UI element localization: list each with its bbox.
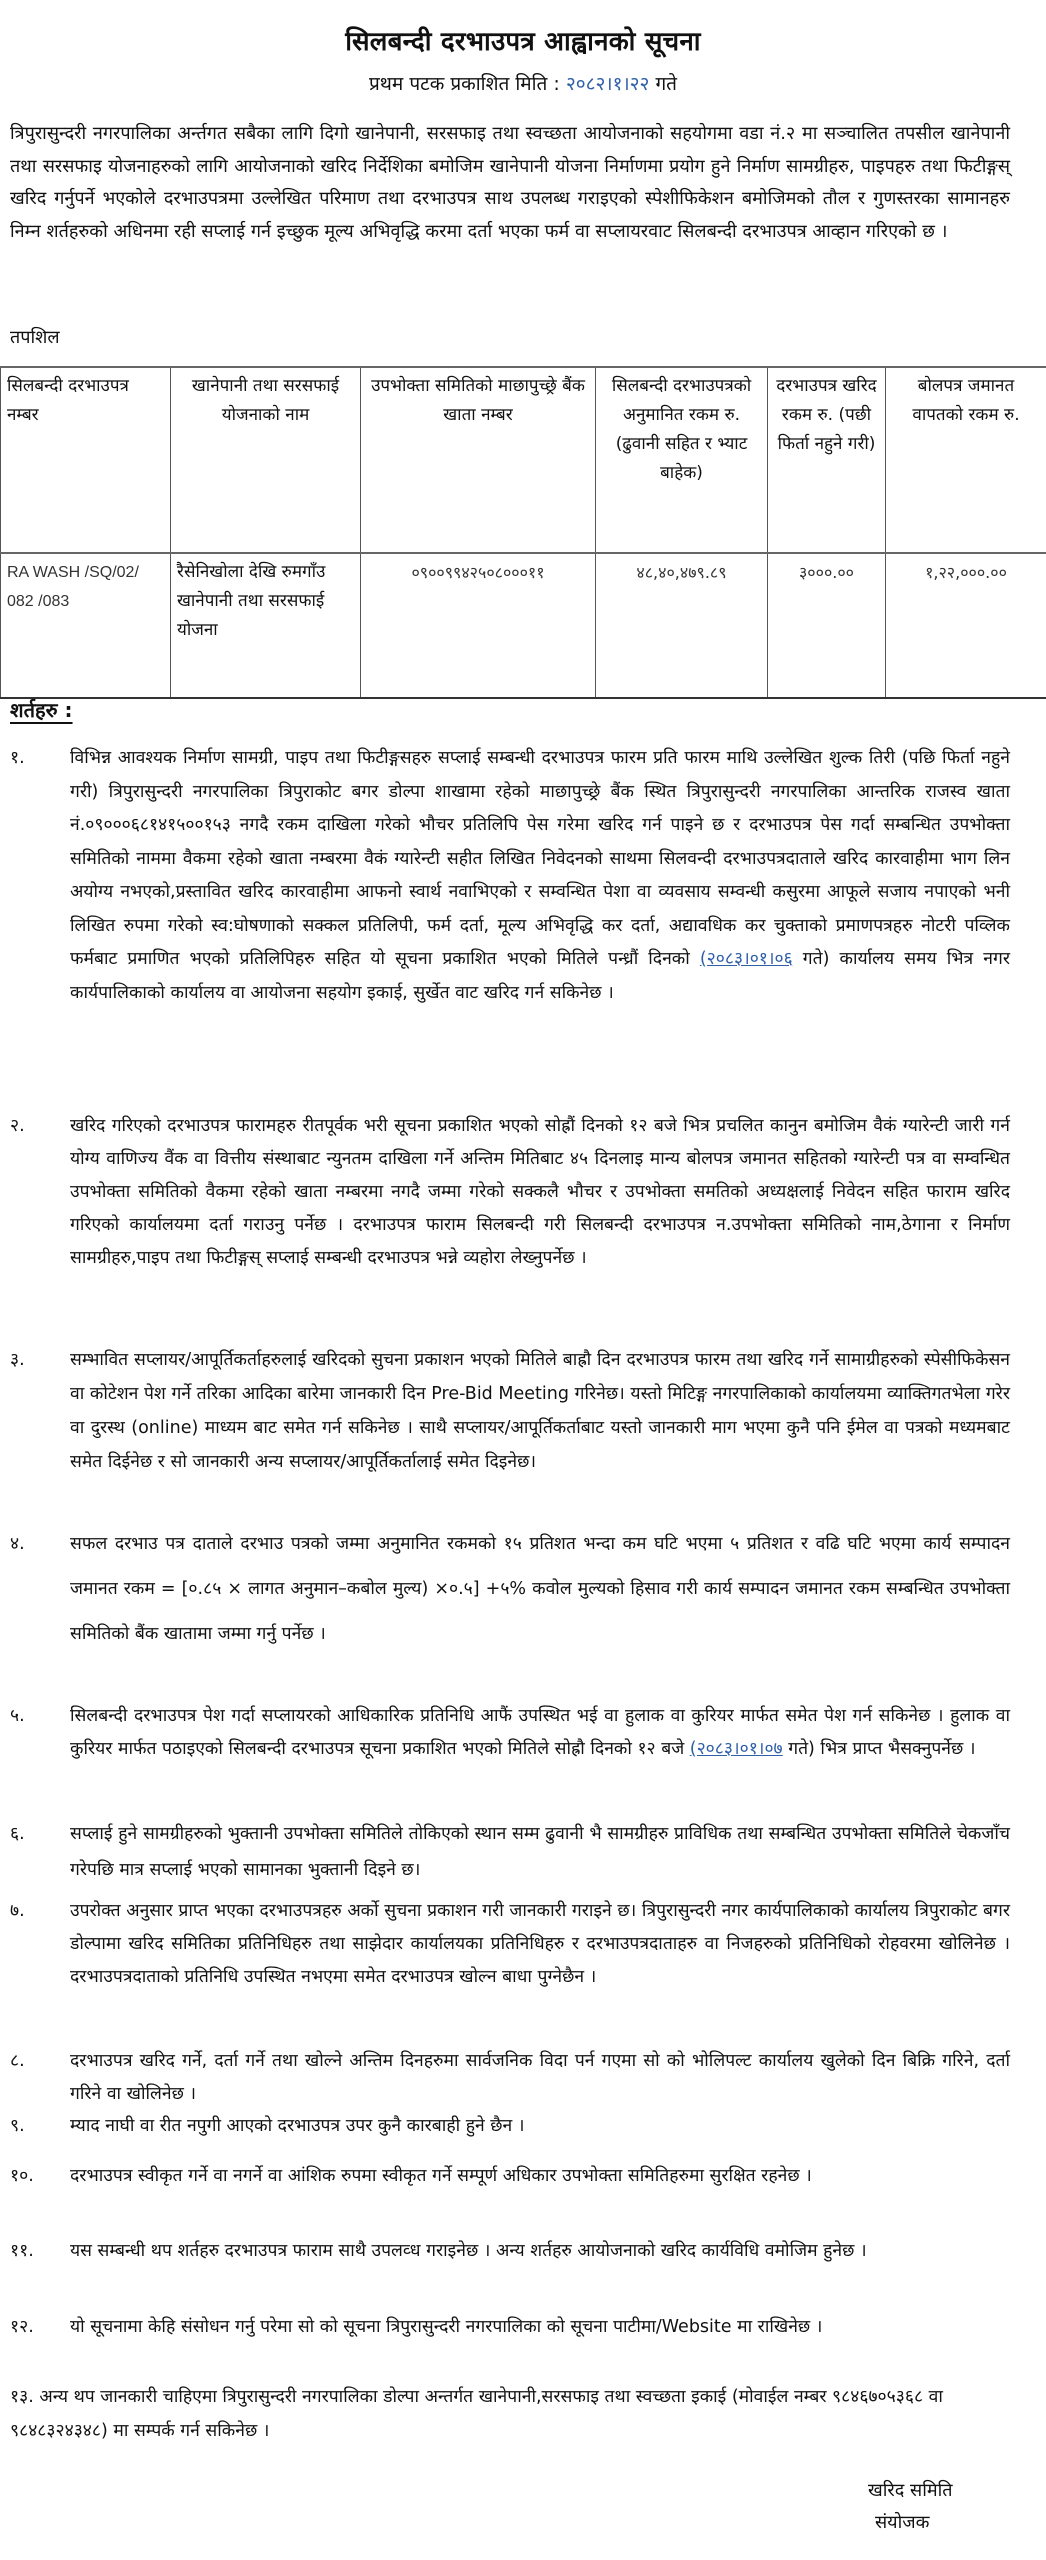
condition-number: ९.: [10, 2116, 25, 2136]
publish-label: प्रथम पटक प्रकाशित मिति :: [368, 73, 566, 95]
cell-account-number: ०९००९९४२५०८०००११: [361, 553, 596, 698]
condition-text: सफल दरभाउ पत्र दाताले दरभाउ पत्रको जम्मा अनुमानित रकमको १५ प्रतिशत भन्दा कम घटि भएमा ५ प्रतिशत र वढि घटि भएमा कार्य सम्पादन जमानत रकम = [०.८५ × लागत अनुमान–कबोल मुल्य) ×०.५] +५% कवोल मुल्यको हिसाव गरी कार्य सम्पादन जमानत रकम सम्बन्धित उपभोक्ता समितिको बैंक खातामा जम्मा गर्नु पर्नेछ ।: [70, 1534, 1010, 1644]
deadline-date-link[interactable]: (२०८३।०१।०७: [689, 1739, 783, 1759]
notice-title: सिलबन्दी दरभाउपत्र आह्वानको सूचना: [345, 27, 701, 57]
condition-text: सिलबन्दी दरभाउपत्र पेश गर्दा सप्लायरको आधिकारिक प्रतिनिधि आफैं उपस्थित भई वा हुलाक वा कुरियर मार्फत समेत पेश गर्न सकिनेछ । हुलाक वा कुरियर मार्फत पठाइएको सिलबन्दी दरभाउपत्र सूचना प्रकाशित भएको मितिले सोह्रौ दिनको १२ बजे: [70, 1706, 1010, 1759]
cell-bid-number: RA WASH /SQ/02/ 082 /083: [1, 553, 171, 698]
condition-item: [10, 2160, 1010, 2193]
condition-text: सप्लाई हुने सामग्रीहरुको भुक्तानी उपभोक्ता समितिले तोकिएको स्थान सम्म ढुवानी भै सामग्रीहरु प्राविधिक तथा सम्बन्धित उपभोक्ता समितिले चेकजाँच गरेपछि मात्र सप्लाई भएको सामानका भुक्तानी दिइने छ।: [70, 1824, 1010, 1880]
col-header-bid-security: बोलपत्र जमानत वापतको रकम रु.: [886, 367, 1046, 553]
condition-number: ५.: [10, 1706, 25, 1726]
condition-text: सम्भावित सप्लायर/आपूर्तिकर्ताहरुलाई खरिदको सुचना प्रकाशन भएको मितिले बाह्रौ दिन दरभाउपत्र फारम तथा खरिद गर्ने सामाग्रीहरुको स्पेसीफिकेसन वा कोटेशन पेश गर्ने तरिका आदिका बारेमा जानकारी दिन Pre-Bid Meeting गरिनेछ। यस्तो मिटिङ्ग नगरपालिकाको कार्यालयमा व्याक्तिगतभेला गरेर वा दुरस्थ (online) माध्यम बाट समेत गर्न सकिनेछ । साथै सप्लायर/आपूर्तिकर्ताबाट यस्तो जानकारी माग भएमा कुनै पनि ईमेल वा पत्रको मध्यमबाट समेत दिईनेछ र सो जानकारी अन्य सप्लायर/आपूर्तिकर्तालाई समेत दिइनेछ।: [70, 1350, 1010, 1472]
col-header-scheme-name: खानेपानी तथा सरसफाई योजनाको नाम: [171, 367, 361, 553]
condition-item: [10, 1816, 1010, 1888]
col-header-bid-number: सिलबन्दी दरभाउपत्र नम्बर: [1, 367, 171, 553]
condition-number: ८.: [10, 2051, 25, 2071]
condition-text-end: गते) भित्र प्राप्त भैसक्नुपर्नेछ ।: [782, 1739, 976, 1759]
condition-text: खरिद गरिएको दरभाउपत्र फारामहरु रीतपूर्वक भरी सूचना प्रकाशित भएको सोह्रौं दिनको १२ बजे भित्र प्रचलित कानुन बमोजिम वैकं ग्यारेन्टी जारी गर्न योग्य वाणिज्य वैंक वा वित्तीय संस्थाबाट न्युनतम दाखिला गर्ने अन्तिम मितिबाट ४५ दिनलाइ मान्य बोलपत्र जमानत सहितको ग्यारेन्टी पत्र वा सम्वन्धित उपभोक्ता समितिको वैकमा रहेको खाता नम्बरमा नगदै जम्मा गरेको सक्कलै भौचर र उपभोक्ता समतिको अध्यक्षलाई निवेदन सहित फाराम खरिद गरिएको कार्यालयमा दर्ता गराउनु पर्नेछ । दरभाउपत्र फाराम सिलबन्दी गरी सिलबन्दी दरभाउपत्र न.उपभोक्ता समितिको नाम,ठेगाना र निर्माण सामग्रीहरु,पाइप तथा फिटीङ्गस् सप्लाई सम्बन्धी दरभाउपत्र भन्ने व्यहोरा लेख्नुपर्नेछ ।: [70, 1116, 1010, 1268]
condition-item: [10, 2110, 1010, 2143]
condition-item: [10, 2235, 1010, 2268]
tapsil-label: तपशिल: [10, 327, 60, 348]
condition-item: [10, 1700, 1010, 1766]
bid-table: [0, 366, 1046, 699]
deadline-date-link[interactable]: (२०८३।०१।०६: [699, 949, 793, 969]
cell-estimated-amount: ४८,४०,४७९.८९: [596, 553, 768, 698]
condition-item: [10, 1895, 1010, 1994]
condition-text: दरभाउपत्र खरिद गर्ने, दर्ता गर्ने तथा खोल्ने अन्तिम दिनहरुमा सार्वजनिक विदा पर्न गएमा सो को भोलिपल्ट कार्यालय खुलेको दिन बिक्रि गरिने, दर्ता गरिने वा खोलिनेछ ।: [70, 2051, 1010, 2104]
publish-date: २०८२।१।२२: [565, 73, 650, 95]
cell-bid-security: १,२२,०००.००: [886, 553, 1046, 698]
condition-item: [10, 742, 1010, 1010]
condition-text: यो सूचनामा केहि संसोधन गर्नु परेमा सो को सूचना त्रिपुरासुन्दरी नगरपालिका को सूचना पाटीमा/Website मा राखिनेछ ।: [70, 2317, 823, 2337]
condition-text-end: गते) कार्यालय समय भित्र नगर कार्यपालिकाको कार्यालय वा आयोजना सहयोग इकाई, सुर्खेत वाट खरिद गर्न सकिनेछ ।: [70, 949, 1010, 1003]
condition-13: १३. अन्य थप जानकारी चाहिएमा त्रिपुरासुन्दरी नगरपालिका डोल्पा अन्तर्गत खानेपानी,सरसफाइ तथा स्वच्छता इकाई (मोवाईल नम्बर ९८४६७०५३६८ वा ९८४८३२४३४८) मा सम्पर्क गर्न सकिनेछ ।: [10, 2387, 943, 2441]
signature-committee: खरिद समिति: [868, 2480, 953, 2501]
col-header-account-number: उपभोक्ता समितिको माछापुच्छ्रे बैंक खाता नम्बर: [361, 367, 596, 553]
condition-text: म्याद नाघी वा रीत नपुगी आएको दरभाउपत्र उपर कुनै कारबाही हुने छैन ।: [70, 2116, 525, 2136]
condition-item: [10, 2310, 1010, 2345]
signature-title: संयोजक: [875, 2512, 930, 2533]
condition-text: यस सम्बन्धी थप शर्तहरु दरभाउपत्र फाराम साथै उपलव्ध गराइनेछ । अन्य शर्तहरु आयोजनाको खरिद कार्यविधि वमोजिम हुनेछ ।: [70, 2241, 867, 2261]
condition-number: २.: [10, 1116, 25, 1136]
condition-item: [10, 1110, 1010, 1275]
condition-number: ११.: [10, 2241, 34, 2261]
condition-item: [10, 1343, 1010, 1479]
col-header-estimated-amount: सिलबन्दी दरभाउपत्रको अनुमानित रकम रु.(ढुवानी सहित र भ्याट बाहेक): [596, 367, 768, 553]
condition-item: [10, 2045, 1010, 2111]
intro-paragraph: त्रिपुरासुन्दरी नगरपालिका अर्न्तगत सबैका लागि दिगो खानेपानी, सरसफाइ तथा स्वच्छता आयोजनाको सहयोगमा वडा नं.२ मा सञ्चालित तपसील खानेपानी तथा सरसफाइ योजनाहरुको लागि आयोजनाको खरिद निर्देशिका बमोजिम खानेपानी योजना निर्माणमा प्रयोग हुने निर्माण सामग्रीहरु, पाइपहरु तथा फिटीङ्गस् खरिद गर्नुपर्ने भएकोले दरभाउपत्रमा उल्लेखित परिमाण तथा दरभाउपत्र साथ उपलब्ध गराइएको स्पेशीफिकेशन बमोजिमको तौल र गुणस्तरका सामानहरु निम्न शर्तहरुको अधिनमा रही सप्लाई गर्न इच्छुक मूल्य अभिवृद्धि करमा दर्ता भएका फर्म वा सप्लायरवाट सिलबन्दी दरभाउपत्र आव्हान गरिएको छ ।: [10, 123, 1010, 242]
condition-number: १२.: [10, 2317, 34, 2337]
condition-number: १.: [10, 748, 25, 768]
condition-number: ६.: [10, 1824, 25, 1844]
publish-suffix: गते: [649, 73, 678, 95]
cell-form-fee: ३०००.००: [768, 553, 886, 698]
table-header-row: [1, 367, 1046, 553]
cell-scheme-name: रैसेनिखोला देखि रुमगाँउ खानेपानी तथा सरसफाई योजना: [171, 553, 361, 698]
condition-text: उपरोक्त अनुसार प्राप्त भएका दरभाउपत्रहरु अर्को सुचना प्रकाशन गरी जानकारी गराइने छ। त्रिपुरासुन्दरी नगर कार्यपालिकाको कार्यालय त्रिपुराकोट बगर डोल्पामा खरिद समितिका प्रतिनिधिहरु तथा साझेदार कार्यालयका प्रतिनिधिहरु र दरभाउपत्रदाताहरु वा निजहरुको प्रतिनिधिको रोहवरमा खोलिनेछ । दरभाउपत्रदाताको प्रतिनिधि उपस्थित नभएमा समेत दरभाउपत्र खोल्न बाधा पुग्नेछैन ।: [70, 1901, 1010, 1987]
table-row: [1, 553, 1046, 698]
condition-text: विभिन्न आवश्यक निर्माण सामग्री, पाइप तथा फिटीङ्गसहरु सप्लाई सम्बन्धी दरभाउपत्र फारम प्रति फारम माथि उल्लेखित शुल्क तिरी (पछि फिर्ता नहुने गरी) त्रिपुरासुन्दरी नगरपालिका त्रिपुराकोट बगर डोल्पा शाखामा रहेको माछापुच्छ्रे बैंक स्थित त्रिपुरासुन्दरी नगरपालिका आन्तरिक राजस्व खाता नं.०९०००६८१४१५००१५३ नगदै रकम दाखिला गरेको भौचर प्रतिलिपि पेस गरेमा खरिद गर्न पाइने छ र दरभाउपत्र पेस गर्दा सम्बन्धित उपभोक्ता समितिको नाममा वैकमा रहेको खाता नम्बरमा वैकं ग्यारेन्टी सहीत लिखित निवेदनको साथमा सिलवन्दी दरभाउपत्रदाताले खरिद कारवाहीमा भाग लिन अयोग्य नभएको,प्रस्तावित खरिद कारवाहीमा आफनो स्वार्थ नवाभिएको र सम्वन्धित पेशा वा व्यवसाय सम्वन्धी कसुरमा आफूले सजाय नपाएको भनी लिखित रुपमा गरेको स्व:घोषणाको सक्कल प्रतिलिपी, फर्म दर्ता, मूल्य अभिवृद्धि कर दर्ता, अद्यावधिक कर चुक्ताको प्रमाणपत्रहरु नोटरी पव्लिक फर्मबाट प्रमाणित भएको प्रतिलिपिहरु सहित यो सूचना प्रकाशित भएको मितिले पन्ध्रौं दिनको: [70, 748, 1010, 969]
condition-number: ३.: [10, 1350, 25, 1370]
condition-number: ७.: [10, 1901, 25, 1921]
condition-item: [10, 1522, 1010, 1657]
col-header-form-fee: दरभाउपत्र खरिद रकम रु. (पछी फिर्ता नहुने गरी): [768, 367, 886, 553]
condition-text: दरभाउपत्र स्वीकृत गर्ने वा नगर्ने वा आंशिक रुपमा स्वीकृत गर्ने सम्पूर्ण अधिकार उपभोक्ता समितिहरुमा सुरक्षित रहनेछ ।: [70, 2166, 812, 2186]
condition-number: ४.: [10, 1534, 25, 1554]
conditions-heading: शर्तहरु :: [10, 698, 73, 722]
publish-date-line: [0, 70, 1046, 96]
condition-number: १०.: [10, 2166, 34, 2186]
